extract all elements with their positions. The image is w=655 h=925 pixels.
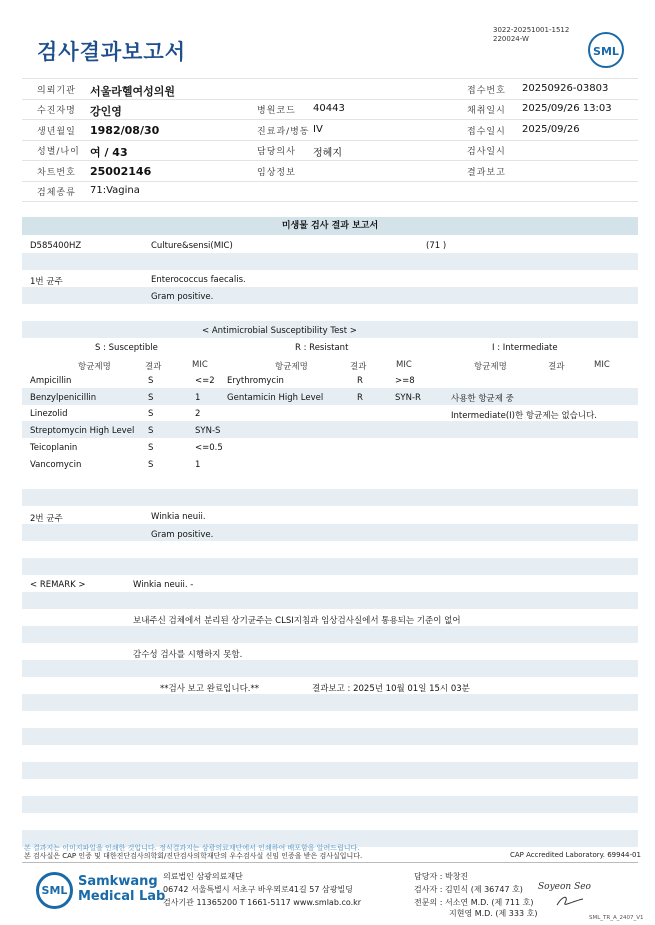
col-result-2: 결과 (350, 362, 367, 372)
staff-specialist-2: 지현영 M.D. (제 333 호) (449, 909, 538, 918)
staff-manager: 담당자 : 박창진 (414, 872, 469, 881)
row-band (22, 762, 638, 779)
image-notice: 본 결과지는 이미지파일을 인쇄한 것입니다. 정식결과지는 삼광의료재단에서 인쇄하여 배포함을 알려드립니다. (24, 844, 360, 852)
patient-v2-row-1: 40443 (313, 103, 345, 114)
staff-tester: 검사자 : 김민식 (제 36747 호) (414, 885, 523, 894)
row-band (22, 592, 638, 609)
organism-1-name: Enterococcus faecalis. (151, 275, 246, 285)
patient-l1-row-1: 수진자명 (37, 106, 76, 116)
foundation-contact: 검사기관 11365200 T 1661-5117 www.smlab.co.kr (163, 898, 362, 907)
ast-drug-cell: Ampicillin (30, 376, 72, 386)
ast-mic-cell: <=2 (195, 376, 215, 386)
patient-row-divider (22, 99, 638, 100)
patient-l1-row-4: 차트번호 (37, 168, 76, 178)
ast-mic-cell: 2 (195, 409, 201, 420)
patient-row-divider (22, 201, 638, 202)
patient-l1-row-2: 생년월일 (37, 127, 76, 137)
ast-mic-cell: SYN-S (195, 426, 221, 437)
report-time: 결과보고 : 2025년 10월 01일 15시 03분 (312, 684, 470, 694)
organism-1-gram: Gram positive. (151, 292, 214, 302)
patient-l3-row-4: 결과보고 (467, 168, 506, 178)
patient-l3-row-0: 접수번호 (467, 86, 506, 96)
patient-row-divider (22, 181, 638, 182)
col-mic-3: MIC (594, 360, 610, 370)
remark-label: < REMARK > (30, 580, 86, 590)
row-band (22, 388, 638, 405)
patient-l1-row-3: 성별/나이 (37, 147, 80, 157)
patient-v2-row-3: 정혜지 (313, 148, 342, 159)
ast-result-cell: R (357, 376, 363, 386)
organism-2-label: 2번 균주 (30, 514, 63, 524)
row-band (22, 524, 638, 541)
ast-result-cell: S (148, 426, 154, 437)
legend-susceptible: S : Susceptible (95, 343, 158, 353)
ast-result-cell: S (148, 442, 154, 453)
test-number: (71 ) (426, 241, 447, 251)
patient-l3-row-2: 접수일시 (467, 127, 506, 137)
patient-l3-row-1: 채취일시 (467, 106, 506, 116)
ast-result-cell: S (148, 459, 154, 470)
row-band (22, 253, 638, 270)
section-title: 미생물 검사 결과 보고서 (22, 217, 638, 235)
patient-l2-row-1: 병원코드 (257, 106, 296, 116)
col-mic-2: MIC (396, 360, 412, 370)
ast-note-1: 사용한 항균제 중 (451, 394, 514, 404)
col-drug-2: 항균제명 (275, 362, 308, 372)
patient-l2-row-3: 담당의사 (257, 147, 296, 157)
patient-v1-row-1: 강인영 (90, 105, 122, 118)
remark-line-1: 보내주신 검체에서 분리된 상기균주는 CLSI지침과 임상검사실에서 통용되는 기준이 없어 (133, 616, 461, 626)
lab-name-1: Samkwang (78, 874, 158, 889)
cap-accreditation: CAP Accredited Laboratory. 69944-01 (510, 851, 641, 859)
organism-1-label: 1번 균주 (30, 277, 63, 287)
row-band (22, 660, 638, 677)
patient-row-divider (22, 140, 638, 141)
report-complete: **검사 보고 완료입니다.** (160, 684, 260, 694)
patient-v3-row-0: 20250926-03803 (522, 83, 609, 94)
test-code: D585400HZ (30, 241, 82, 251)
patient-row-divider (22, 119, 638, 120)
row-band (22, 489, 638, 506)
organism-2-name: Winkia neuii. (151, 512, 206, 522)
col-mic-1: MIC (192, 360, 208, 370)
report-title: 검사결과보고서 (37, 40, 187, 64)
patient-v1-row-4: 25002146 (90, 165, 152, 178)
foundation-address: 06742 서울특별시 서초구 바우뫼로41길 57 삼광빌딩 (163, 885, 353, 894)
col-drug-1: 항균제명 (78, 362, 111, 372)
patient-l1-row-5: 검체종류 (37, 188, 76, 198)
legend-resistant: R : Resistant (295, 343, 349, 353)
ast-drug-cell: Teicoplanin (30, 442, 78, 453)
ast-mic-cell: SYN-R (395, 392, 421, 403)
foundation-name: 의료법인 삼광의료재단 (163, 872, 243, 881)
sml-logo: SML (588, 32, 624, 68)
divider (22, 78, 638, 79)
signature-1: Soyeon Seo (538, 882, 591, 892)
patient-v1-row-5: 71:Vagina (90, 185, 140, 196)
ast-title: < Antimicrobial Susceptibility Test > (202, 326, 357, 336)
test-name: Culture&sensi(MIC) (151, 241, 233, 251)
remark-line-2: 감수성 검사를 시행하지 못함. (133, 650, 243, 660)
staff-specialist-1: 전문의 : 서소연 M.D. (제 711 호) (414, 898, 534, 907)
row-band (22, 796, 638, 813)
signature-2 (555, 893, 585, 909)
ast-mic-cell: <=0.5 (195, 442, 223, 453)
row-band (22, 287, 638, 304)
ast-result-cell: S (148, 392, 154, 403)
ast-note-2: Intermediate(I)한 항균제는 없습니다. (451, 411, 597, 421)
ast-drug-cell: Streptomycin High Level (30, 426, 135, 437)
ast-drug-cell: Vancomycin (30, 459, 82, 470)
ast-drug-cell: Benzylpenicillin (30, 392, 97, 403)
ast-drug-cell: Erythromycin (227, 376, 284, 386)
patient-v1-row-0: 서울라헬여성의원 (90, 85, 176, 98)
row-band (22, 558, 638, 575)
ast-mic-cell: 1 (195, 392, 201, 403)
form-number: SML_TR_A_2407_V1 (589, 915, 644, 921)
patient-row-divider (22, 160, 638, 161)
lab-name-2: Medical Lab (78, 889, 166, 904)
footer-divider (22, 862, 638, 863)
row-band (22, 694, 638, 711)
row-band (22, 728, 638, 745)
patient-v3-row-1: 2025/09/26 13:03 (522, 103, 612, 114)
ast-mic-cell: 1 (195, 459, 201, 470)
lab-logo: SML (36, 872, 73, 909)
row-band (22, 626, 638, 643)
accreditation-notice: 본 검사실은 CAP 인증 및 대한진단검사의학회/진단검사의학재단의 우수검사실 신임 인증을 받은 검사실입니다. (24, 852, 363, 860)
patient-l2-row-4: 임상정보 (257, 168, 296, 178)
doc-no-2: 220024-W (493, 35, 529, 43)
document-number (493, 26, 569, 44)
patient-l3-row-3: 검사일시 (467, 147, 506, 157)
col-result-1: 결과 (145, 362, 162, 372)
organism-2-gram: Gram positive. (151, 530, 214, 540)
patient-l1-row-0: 의뢰기관 (37, 86, 76, 96)
doc-no-1: 3022-20251001-1512 (493, 26, 570, 34)
patient-l2-row-2: 진료과/병동 (257, 127, 310, 137)
remark-organism: Winkia neuii. - (133, 580, 194, 590)
ast-drug-cell: Linezolid (30, 409, 68, 420)
col-result-3: 결과 (548, 362, 565, 372)
lab-name (78, 874, 165, 904)
patient-v1-row-3: 여 / 43 (90, 146, 128, 159)
patient-v1-row-2: 1982/08/30 (90, 124, 160, 137)
patient-v2-row-2: IV (313, 124, 323, 135)
ast-drug-cell: Gentamicin High Level (227, 392, 324, 403)
patient-v3-row-2: 2025/09/26 (522, 124, 580, 135)
col-drug-3: 항균제명 (474, 362, 507, 372)
ast-result-cell: S (148, 376, 154, 386)
ast-result-cell: S (148, 409, 154, 420)
ast-result-cell: R (357, 392, 363, 403)
legend-intermediate: I : Intermediate (492, 343, 558, 353)
ast-mic-cell: >=8 (395, 376, 415, 386)
